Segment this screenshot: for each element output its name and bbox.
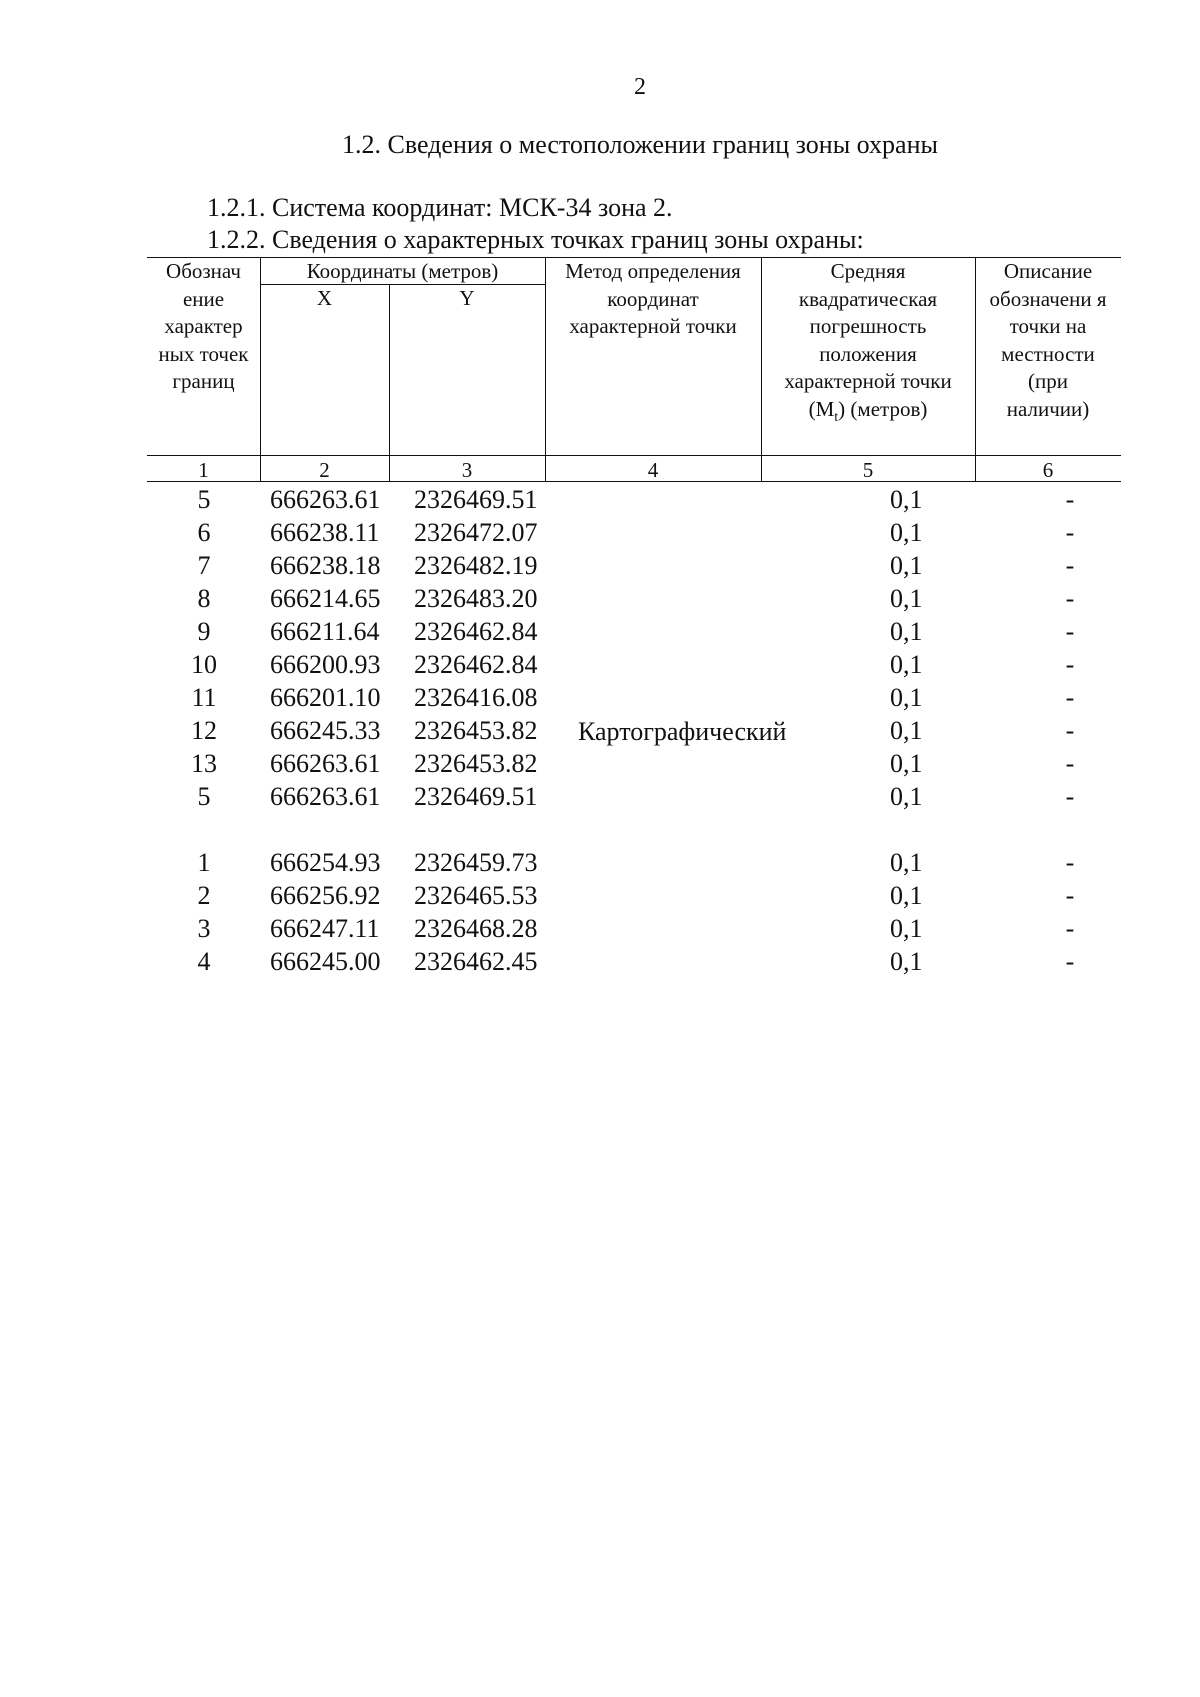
mean-error: 0,1 <box>890 584 923 613</box>
x-coordinate: 666254.93 <box>270 848 381 877</box>
table-header <box>147 257 1121 482</box>
point-description: - <box>1065 584 1075 613</box>
column-divider <box>761 258 762 481</box>
y-coordinate: 2326469.51 <box>414 485 538 514</box>
header-y: Y <box>459 286 475 310</box>
point-number: 3 <box>197 914 211 943</box>
table-row <box>0 650 1200 683</box>
point-number: 7 <box>197 551 211 580</box>
x-coordinate: 666247.11 <box>270 914 380 943</box>
point-description: - <box>1065 683 1075 712</box>
x-coordinate: 666238.11 <box>270 518 380 547</box>
point-description: - <box>1065 749 1075 778</box>
y-coordinate: 2326453.82 <box>414 749 538 778</box>
point-description: - <box>1065 650 1075 679</box>
point-description: - <box>1065 881 1075 910</box>
section-title: 1.2. Сведения о местоположении границ зоны охраны <box>342 130 938 159</box>
point-description: - <box>1065 947 1075 976</box>
point-description: - <box>1065 485 1075 514</box>
x-coordinate: 666200.93 <box>270 650 381 679</box>
points-title-line: 1.2.2. Сведения о характерных точках границ зоны охраны: <box>207 225 864 254</box>
y-coordinate: 2326472.07 <box>414 518 538 547</box>
x-coordinate: 666211.64 <box>270 617 380 646</box>
point-number: 10 <box>191 650 217 679</box>
mean-error: 0,1 <box>890 749 923 778</box>
header-error-text: Средняя квадратическая погрешность положения характерной точки (M <box>784 259 952 421</box>
method-value: Картографический <box>578 717 787 746</box>
table-row <box>0 683 1200 716</box>
x-coordinate: 666201.10 <box>270 683 381 712</box>
point-number: 8 <box>197 584 211 613</box>
y-coordinate: 2326469.51 <box>414 782 538 811</box>
mean-error: 0,1 <box>890 518 923 547</box>
x-coordinate: 666245.00 <box>270 947 381 976</box>
table-row <box>0 914 1200 947</box>
table-row <box>0 551 1200 584</box>
table-row <box>0 749 1200 782</box>
y-coordinate: 2326462.45 <box>414 947 538 976</box>
point-description: - <box>1065 518 1075 547</box>
x-coordinate: 666256.92 <box>270 881 381 910</box>
mean-error: 0,1 <box>890 848 923 877</box>
mean-error: 0,1 <box>890 914 923 943</box>
mean-error: 0,1 <box>890 947 923 976</box>
point-number: 12 <box>191 716 217 745</box>
table-row <box>0 485 1200 518</box>
column-divider <box>975 258 976 481</box>
point-description: - <box>1065 848 1075 877</box>
column-number: 5 <box>862 458 874 482</box>
mean-error: 0,1 <box>890 881 923 910</box>
y-coordinate: 2326482.19 <box>414 551 538 580</box>
header-method: Метод определения координат характерной точки <box>565 259 741 338</box>
point-number: 6 <box>197 518 211 547</box>
column-number: 1 <box>198 458 209 482</box>
point-description: - <box>1065 716 1075 745</box>
header-error-unit: ) (метров) <box>838 396 928 421</box>
point-description: - <box>1065 782 1075 811</box>
point-number: 13 <box>191 749 217 778</box>
mean-error: 0,1 <box>890 551 923 580</box>
table-row <box>0 782 1200 815</box>
mean-error: 0,1 <box>890 782 923 811</box>
column-number: 2 <box>319 458 330 482</box>
header-description: Описание обозначени я точки на местности (при наличии) <box>989 259 1107 421</box>
column-divider <box>545 258 546 481</box>
mean-error: 0,1 <box>890 617 923 646</box>
column-number: 6 <box>1042 458 1054 482</box>
header-coordinates: Координаты (метров) <box>306 259 499 283</box>
header-point-designation: Обознач ение характер ных точек границ <box>158 259 249 393</box>
y-coordinate: 2326468.28 <box>414 914 538 943</box>
table-row <box>0 617 1200 650</box>
point-number: 9 <box>197 617 211 646</box>
x-coordinate: 666214.65 <box>270 584 381 613</box>
header-error <box>771 258 965 431</box>
column-divider <box>389 284 390 481</box>
x-coordinate: 666245.33 <box>270 716 381 745</box>
y-coordinate: 2326459.73 <box>414 848 538 877</box>
y-coordinate: 2326465.53 <box>414 881 538 910</box>
header-x: X <box>316 286 333 310</box>
y-coordinate: 2326453.82 <box>414 716 538 745</box>
x-coordinate: 666263.61 <box>270 749 381 778</box>
point-number: 11 <box>191 683 217 712</box>
x-coordinate: 666263.61 <box>270 782 381 811</box>
header-error-subscript: t <box>834 409 839 425</box>
table-row <box>0 881 1200 914</box>
x-coordinate: 666238.18 <box>270 551 381 580</box>
point-description: - <box>1065 617 1075 646</box>
coordinate-system-line: 1.2.1. Система координат: МСК-34 зона 2. <box>207 193 673 222</box>
point-number: 5 <box>197 485 211 514</box>
table-row <box>0 518 1200 551</box>
table-row <box>0 848 1200 881</box>
mean-error: 0,1 <box>890 683 923 712</box>
table-row <box>0 584 1200 617</box>
y-coordinate: 2326462.84 <box>414 617 538 646</box>
mean-error: 0,1 <box>890 485 923 514</box>
y-coordinate: 2326416.08 <box>414 683 538 712</box>
mean-error: 0,1 <box>890 716 923 745</box>
point-description: - <box>1065 914 1075 943</box>
point-number: 5 <box>197 782 211 811</box>
page-number: 2 <box>634 74 646 100</box>
x-coordinate: 666263.61 <box>270 485 381 514</box>
mean-error: 0,1 <box>890 650 923 679</box>
point-number: 2 <box>197 881 211 910</box>
y-coordinate: 2326483.20 <box>414 584 538 613</box>
point-number: 4 <box>197 947 211 976</box>
y-coordinate: 2326462.84 <box>414 650 538 679</box>
table-row <box>0 947 1200 980</box>
numbers-divider <box>147 455 1121 456</box>
column-number: 3 <box>461 458 473 482</box>
point-description: - <box>1065 551 1075 580</box>
point-number: 1 <box>197 848 211 877</box>
column-number: 4 <box>647 458 659 482</box>
